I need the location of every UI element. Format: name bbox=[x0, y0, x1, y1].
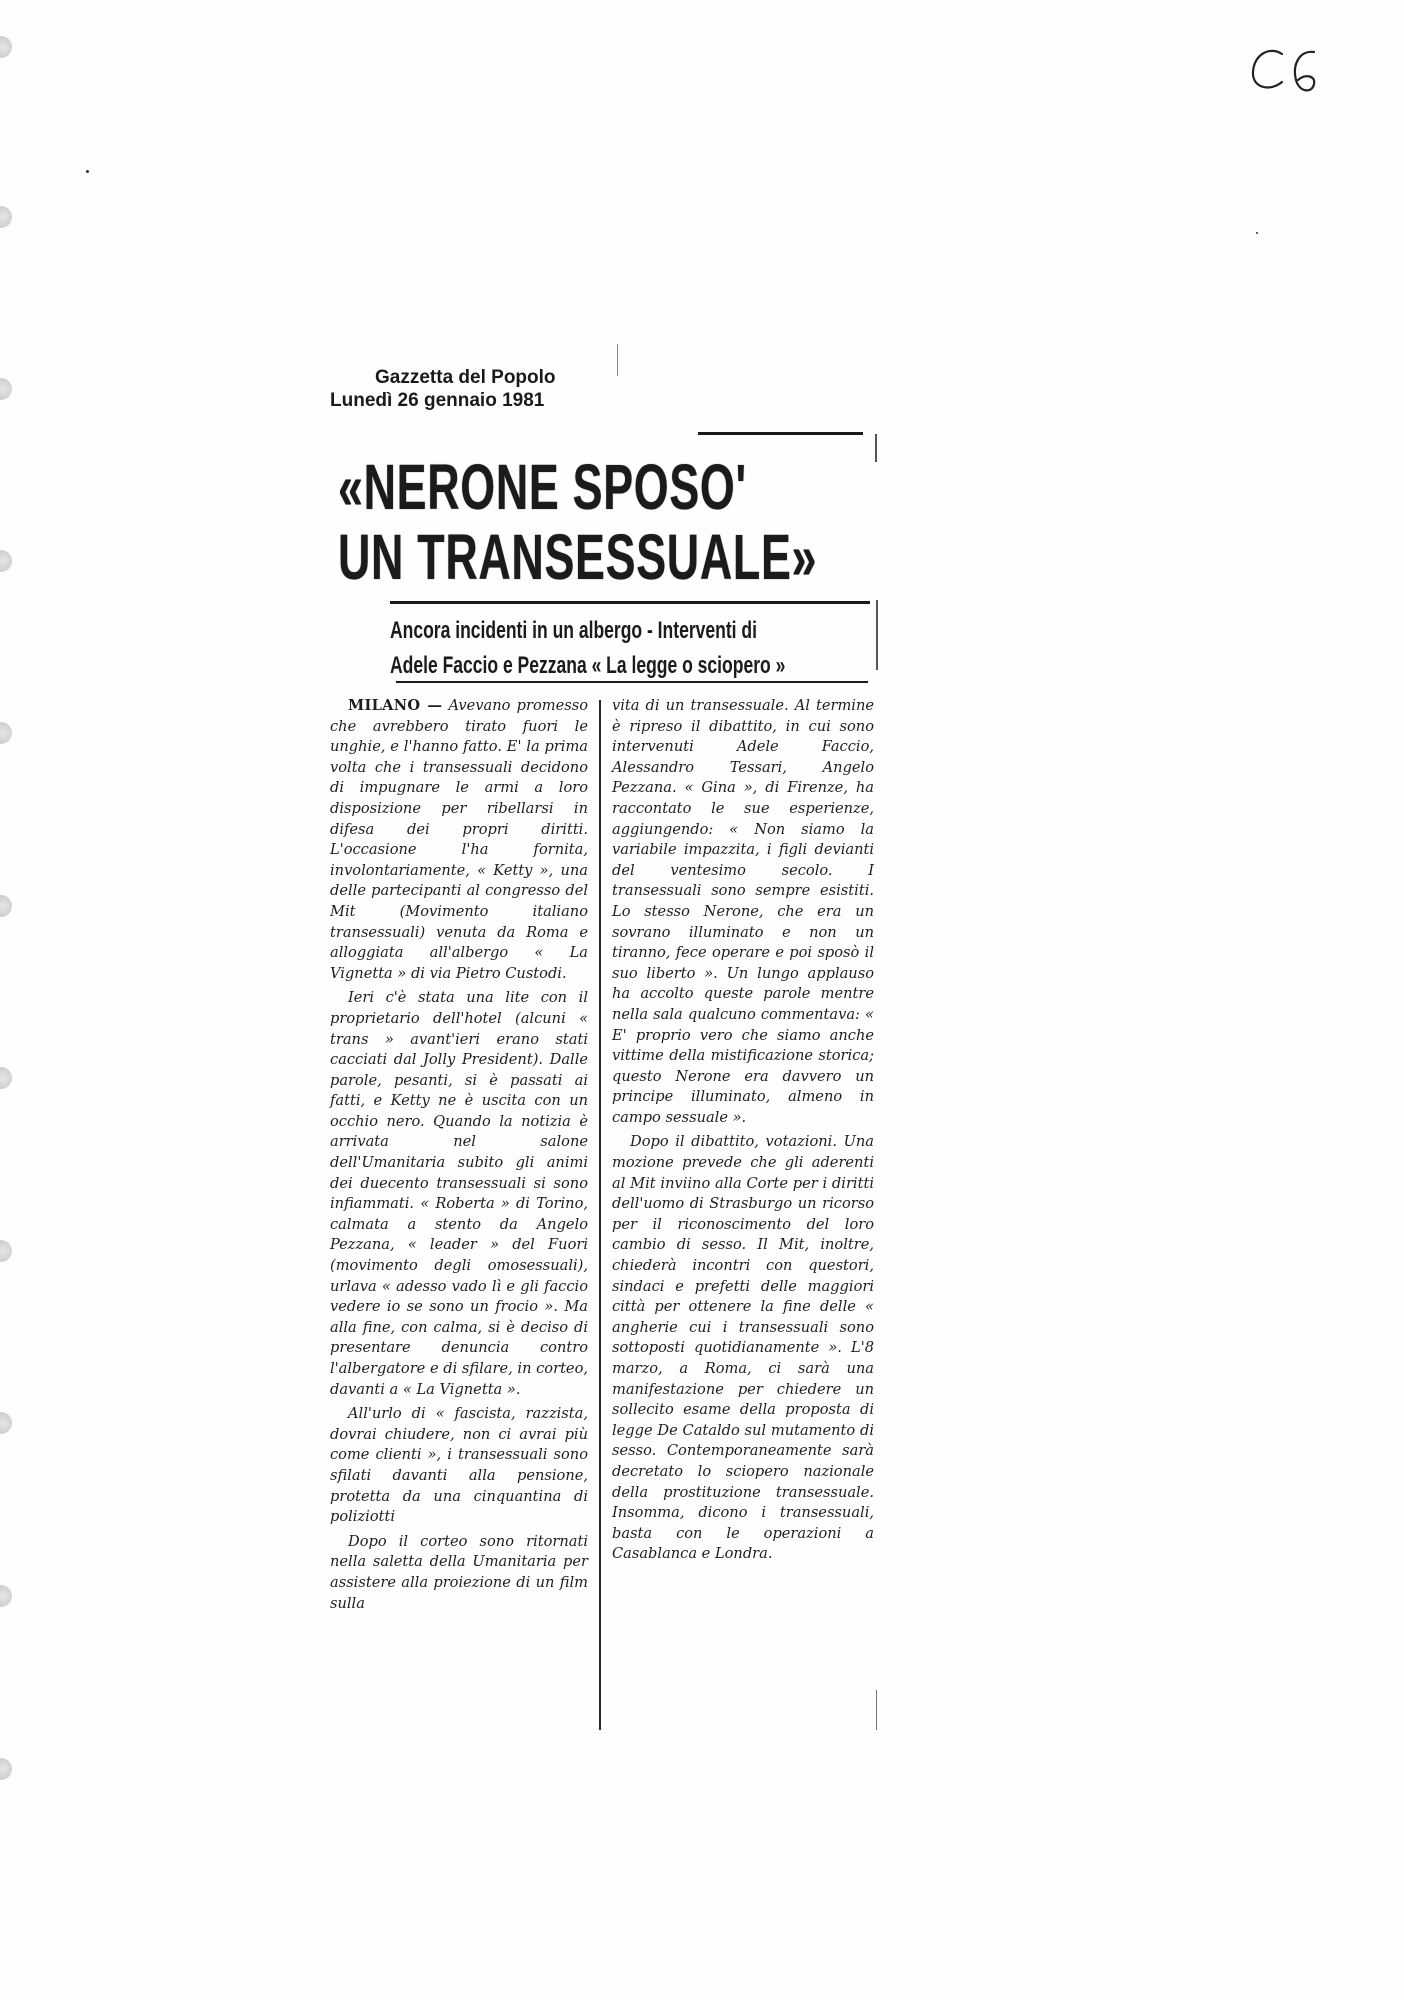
article-paragraph: Dopo il corteo sono ritornati nella saletta della Umanitaria per assistere alla proiezione di un film sulla bbox=[330, 1532, 588, 1612]
headline-top-rule bbox=[698, 432, 863, 435]
punch-hole bbox=[0, 206, 12, 228]
clipping-edge bbox=[617, 344, 618, 376]
article-paragraph: Ieri c'è stata una lite con il proprietario dell'hotel (alcuni « trans » avant'ieri erano stati cacciati dal Jolly President). Dalle parole, pesanti, si è passati ai fatti, e Ketty ne è uscita con un occhio nero. Quando la notizia è arrivata nel salone dell'Umanitaria subito gli animi dei duecento transessuali si sono infiammati. « Roberta » di Torino, calmata a stento da Angelo Pezzana, « leader » del Fuori (movimento degli omosessuali), urlava « adesso vado lì e gli faccio vedere io se sono un frocio ». Ma alla fine, con calma, si è deciso di presentare denuncia contro l'albergatore e di sfilare, in corteo, davanti a « La Vignetta ». bbox=[330, 989, 588, 1398]
article-column-left bbox=[330, 696, 588, 1618]
headline-line-1: «NERONE SPOSO' bbox=[338, 451, 747, 523]
clipping-edge bbox=[876, 1690, 877, 1730]
publication-date: Lunedì 26 gennaio 1981 bbox=[330, 390, 545, 411]
article-paragraph: vita di un transessuale. Al termine è ripreso il dibattito, in cui sono intervenuti Adele Faccio, Alessandro Tessari, Angelo Pezzana. « Gina », di Firenze, ha raccontato le sue esperienze, aggiungendo: « Non siamo la variabile impazzita, i figli devianti del ventesimo secolo. I transessuali sono sempre esistiti. Lo stesso Nerone, che era un sovrano illuminato e non un tiranno, fece operare e poi sposò il suo liberto ». Un lungo applauso ha accolto queste parole mentre nella sala qualcuno commentava: « E' proprio vero che siamo anche vittime della mistificazione storica; questo Nerone era davvero un principe illuminato, almeno in campo sessuale ». bbox=[612, 697, 874, 1126]
punch-hole bbox=[0, 722, 12, 744]
scan-speck bbox=[86, 170, 89, 173]
punch-hole bbox=[0, 1240, 12, 1262]
punch-hole bbox=[0, 378, 12, 400]
article-paragraph bbox=[330, 696, 588, 984]
punch-hole bbox=[0, 1758, 12, 1780]
paragraph-text: Avevano promesso che avrebbero tirato fuori le unghie, e l'hanno fatto. E' la prima volta che i transessuali decidono di impugnare le armi a loro disposizione per ribellarsi in difesa dei propri diritti. L'occasione l'ha fornita, involontariamente, « Ketty », una delle partecipanti al congresso del Mit (Movimento italiano transessuali) venuta da Roma e alloggiata all'albergo « La Vignetta » di via Pietro Custodi. bbox=[330, 697, 588, 982]
clipping-edge bbox=[875, 434, 877, 462]
headline bbox=[338, 451, 818, 593]
article-paragraph: All'urlo di « fascista, razzista, dovrai chiudere, non ci avrai più come clienti », i transessuali sono sfilati davanti alla pensione, protetta da una cinquantina di poliziotti bbox=[330, 1405, 588, 1526]
punch-hole bbox=[0, 1412, 12, 1434]
subhead-top-rule bbox=[390, 601, 870, 604]
punch-hole bbox=[0, 895, 12, 917]
subhead-line-2: Adele Faccio e Pezzana « La legge o sciopero » bbox=[390, 652, 786, 679]
article-column-right bbox=[612, 696, 874, 1569]
handwritten-mark-icon bbox=[1248, 42, 1338, 97]
subhead bbox=[390, 613, 894, 683]
dateline: MILANO — bbox=[348, 697, 443, 714]
article-paragraph: Dopo il dibattito, votazioni. Una mozione prevede che gli aderenti al Mit inviino alla Corte per i diritti dell'uomo di Strasburgo un ricorso per il riconoscimento del loro cambio di sesso. Il Mit, inoltre, chiederà incontri con questori, sindaci e prefetti delle maggiori città per ottenere la fine delle « angherie cui i transessuali sono sottoposti quotidianamente ». L'8 marzo, a Roma, ci sarà una manifestazione per chiedere un sollecito esame della proposta di legge De Cataldo sul mutamento di sesso. Contemporaneamente sarà decretato lo sciopero nazionale della prostituzione transessuale. Insomma, dicono i transessuali, basta con le operazioni a Casablanca e Londra. bbox=[612, 1133, 874, 1563]
punch-hole bbox=[0, 1067, 12, 1089]
punch-hole bbox=[0, 1585, 12, 1607]
body-top-rule bbox=[396, 681, 868, 683]
masthead bbox=[330, 366, 556, 412]
subhead-line-1: Ancora incidenti in un albergo - Interventi di bbox=[390, 617, 757, 644]
headline-line-2: UN TRANSESSUALE» bbox=[338, 521, 818, 593]
column-divider bbox=[599, 700, 601, 1730]
newspaper-name: Gazzetta del Popolo bbox=[375, 367, 556, 388]
punch-hole bbox=[0, 36, 12, 58]
punch-hole bbox=[0, 550, 12, 572]
scan-speck bbox=[1256, 232, 1258, 234]
